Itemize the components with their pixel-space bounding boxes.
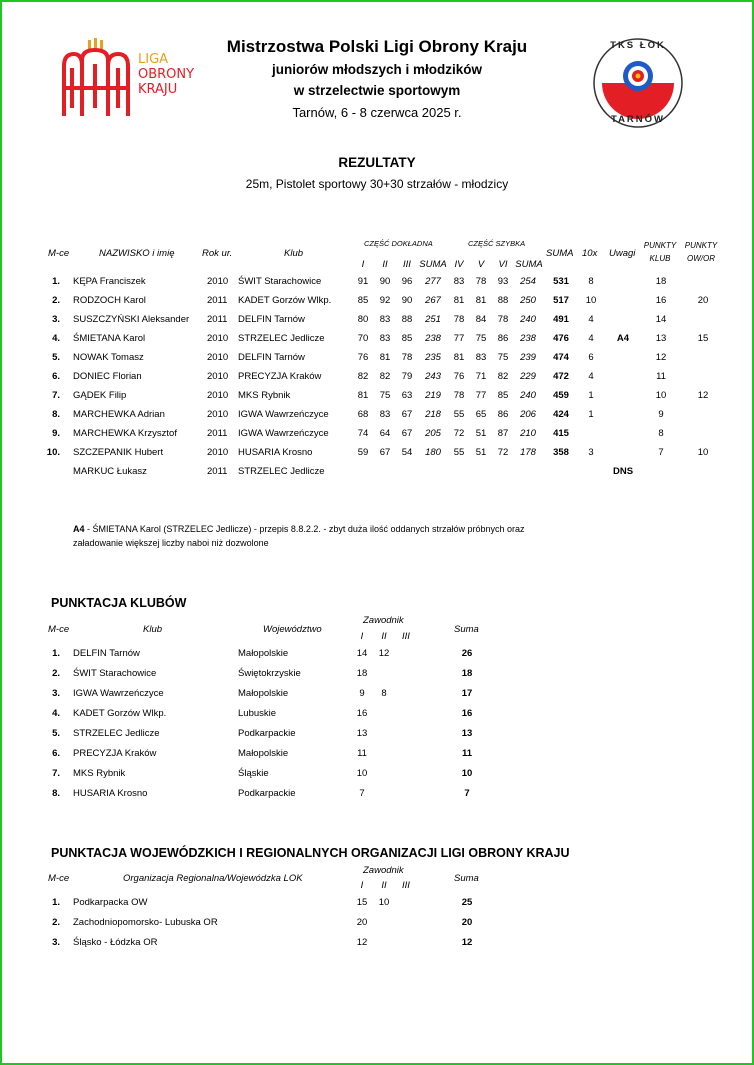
club-row-z1: 13 xyxy=(356,728,368,739)
row-total: 491 xyxy=(553,314,569,325)
clubs-col-club: Klub xyxy=(143,624,163,635)
row-s2: 83 xyxy=(379,333,391,344)
row-s5: 77 xyxy=(475,390,487,401)
org-row-place: 2. xyxy=(52,917,60,928)
club-row-total: 7 xyxy=(464,788,470,799)
row-total: 472 xyxy=(553,371,569,382)
row-s3: 67 xyxy=(401,409,413,420)
col-s5: V xyxy=(477,259,485,270)
row-s1: 81 xyxy=(357,390,369,401)
row-s6: 86 xyxy=(497,333,509,344)
row-name: KĘPA Franciszek xyxy=(73,276,146,287)
row-pkt-owor: 12 xyxy=(697,390,709,401)
row-place: 9. xyxy=(52,428,60,439)
clubs-heading: PUNKTACJA KLUBÓW xyxy=(51,596,187,610)
row-year: 2010 xyxy=(207,447,229,458)
row-pkt-klub: 10 xyxy=(655,390,667,401)
row-name: MARKUC Łukasz xyxy=(73,466,147,477)
club-row-region: Lubuskie xyxy=(238,708,277,719)
row-pkt-klub: 16 xyxy=(655,295,667,306)
row-s3: 96 xyxy=(401,276,413,287)
row-sum1: 251 xyxy=(425,314,441,325)
club-row-z1: 10 xyxy=(356,768,368,779)
orgs-col-z2: II xyxy=(381,880,387,891)
row-10x: 6 xyxy=(588,352,594,363)
remark-text-2: załadowanie większej liczby naboi niż dozwolone xyxy=(73,538,269,548)
row-name: SUSZCZYŃSKI Aleksander xyxy=(73,314,190,325)
row-name: SZCZEPANIK Hubert xyxy=(73,447,164,458)
row-s1: 68 xyxy=(357,409,369,420)
row-name: RODZOCH Karol xyxy=(73,295,146,306)
row-10x: 4 xyxy=(588,333,594,344)
row-sum2: 254 xyxy=(520,276,536,287)
row-s4: 76 xyxy=(453,371,465,382)
club-row-region: Małopolskie xyxy=(238,748,289,759)
row-sum1: 238 xyxy=(425,333,441,344)
club-row-name: DELFIN Tarnów xyxy=(73,648,140,659)
row-club: IGWA Wawrzeńczyce xyxy=(238,428,329,439)
col-club: Klub xyxy=(284,248,304,259)
org-row-z1: 15 xyxy=(356,897,368,908)
row-pkt-owor: 20 xyxy=(697,295,709,306)
row-pkt-klub: 14 xyxy=(655,314,667,325)
row-s6: 93 xyxy=(497,276,509,287)
row-total: 415 xyxy=(553,428,569,439)
org-row-name: Zachodniopomorsko- Lubuska OR xyxy=(73,917,218,928)
logo-text-kraju: KRAJU xyxy=(138,82,178,97)
row-10x: 1 xyxy=(588,390,594,401)
row-place: 5. xyxy=(52,352,60,363)
club-row-place: 1. xyxy=(52,648,60,659)
row-s5: 81 xyxy=(475,295,487,306)
row-s1: 91 xyxy=(357,276,369,287)
row-10x: 4 xyxy=(588,371,594,382)
row-pkt-klub: 7 xyxy=(658,447,664,458)
row-s3: 88 xyxy=(401,314,413,325)
col-precision: CZĘŚĆ DOKŁADNA xyxy=(364,239,433,248)
row-club: ŚWIT Starachowice xyxy=(238,276,322,287)
row-total: 476 xyxy=(553,333,569,344)
row-s4: 77 xyxy=(453,333,465,344)
col-s2: II xyxy=(382,259,388,270)
row-remarks: A4 xyxy=(616,333,630,344)
row-s6: 87 xyxy=(497,428,509,439)
col-rapid: CZĘŚĆ SZYBKA xyxy=(468,239,526,248)
row-s2: 64 xyxy=(379,428,391,439)
row-sum2: 229 xyxy=(520,371,536,382)
club-row-region: Małopolskie xyxy=(238,688,289,699)
row-remarks: DNS xyxy=(612,466,634,477)
col-pkt-owor-1: PUNKTY xyxy=(684,241,718,250)
club-row-place: 8. xyxy=(52,788,60,799)
row-place: 6. xyxy=(52,371,60,382)
row-place: 7. xyxy=(52,390,60,401)
club-row-total: 18 xyxy=(461,668,473,679)
row-s5: 65 xyxy=(475,409,487,420)
col-name: NAZWISKO i imię xyxy=(99,248,175,259)
row-pkt-klub: 11 xyxy=(656,371,666,382)
row-name: MARCHEWKA Adrian xyxy=(73,409,165,420)
row-s2: 82 xyxy=(379,371,391,382)
club-row-place: 2. xyxy=(52,668,60,679)
logo-text-tarnow: TARNÓW xyxy=(610,114,666,125)
clubs-col-z2: II xyxy=(381,631,387,642)
club-row-region: Podkarpackie xyxy=(238,788,296,799)
row-total: 474 xyxy=(553,352,569,363)
club-row-place: 6. xyxy=(52,748,60,759)
row-s1: 82 xyxy=(357,371,369,382)
row-year: 2010 xyxy=(207,390,229,401)
row-s4: 55 xyxy=(453,447,465,458)
row-pkt-owor: 10 xyxy=(697,447,709,458)
row-s3: 78 xyxy=(401,352,413,363)
row-s5: 83 xyxy=(475,352,487,363)
row-s4: 78 xyxy=(453,390,465,401)
row-s4: 81 xyxy=(453,295,465,306)
row-club: KADET Gorzów Wlkp. xyxy=(238,295,332,306)
row-sum1: 205 xyxy=(425,428,441,439)
col-s1: I xyxy=(361,259,365,270)
row-pkt-owor: 15 xyxy=(697,333,709,344)
orgs-col-mce: M-ce xyxy=(48,873,70,884)
row-year: 2011 xyxy=(207,314,228,325)
row-s3: 67 xyxy=(401,428,413,439)
club-row-place: 7. xyxy=(52,768,60,779)
row-year: 2010 xyxy=(207,276,229,287)
results-subheading: 25m, Pistolet sportowy 30+30 strzałów - młodzicy xyxy=(245,177,509,191)
row-s2: 83 xyxy=(379,409,391,420)
club-row-total: 16 xyxy=(461,708,473,719)
logo-text-obrony: OBRONY xyxy=(138,67,195,82)
event-subtitle-2: w strzelectwie sportowym xyxy=(293,83,461,98)
col-pkt-klub-2: KLUB xyxy=(649,254,671,263)
club-row-total: 10 xyxy=(461,768,473,779)
row-place: 10. xyxy=(46,447,60,458)
clubs-col-region: Województwo xyxy=(263,624,322,635)
row-total: 459 xyxy=(553,390,569,401)
club-row-region: Podkarpackie xyxy=(238,728,296,739)
row-sum1: 243 xyxy=(425,371,441,382)
club-row-z1: 11 xyxy=(357,748,367,759)
row-place: 4. xyxy=(52,333,60,344)
clubs-col-z3: III xyxy=(402,631,410,642)
col-s4: IV xyxy=(454,259,464,270)
row-10x: 4 xyxy=(588,314,594,325)
row-sum1: 180 xyxy=(425,447,441,458)
col-year: Rok ur. xyxy=(202,248,233,259)
logo-text-tks: TKS ŁOK xyxy=(610,40,666,51)
row-club: HUSARIA Krosno xyxy=(238,447,313,458)
org-row-name: Podkarpacka OW xyxy=(73,897,148,908)
row-pkt-klub: 12 xyxy=(655,352,667,363)
row-s1: 70 xyxy=(357,333,369,344)
row-s2: 92 xyxy=(379,295,391,306)
row-sum2: 238 xyxy=(520,333,536,344)
club-row-total: 13 xyxy=(461,728,473,739)
club-row-name: MKS Rybnik xyxy=(73,768,126,779)
club-row-z2: 12 xyxy=(378,648,390,659)
clubs-col-z1: I xyxy=(360,631,364,642)
row-name: DONIEC Florian xyxy=(73,371,142,382)
row-10x: 10 xyxy=(585,295,597,306)
orgs-col-suma: Suma xyxy=(454,873,479,884)
row-s4: 83 xyxy=(453,276,465,287)
row-s6: 72 xyxy=(497,447,509,458)
row-pkt-klub: 9 xyxy=(658,409,664,420)
row-place: 3. xyxy=(52,314,60,325)
row-s5: 84 xyxy=(475,314,487,325)
col-suma1: SUMA xyxy=(419,259,447,270)
row-s1: 85 xyxy=(357,295,369,306)
orgs-col-z1: I xyxy=(360,880,364,891)
club-row-z1: 9 xyxy=(359,688,365,699)
club-row-place: 4. xyxy=(52,708,60,719)
club-row-z1: 7 xyxy=(359,788,365,799)
org-row-total: 12 xyxy=(461,937,473,948)
row-name: ŚMIETANA Karol xyxy=(73,333,146,344)
clubs-col-zawodnik: Zawodnik xyxy=(363,615,404,626)
club-row-total: 26 xyxy=(461,648,473,659)
row-s5: 51 xyxy=(475,428,487,439)
row-place: 2. xyxy=(52,295,60,306)
club-row-z1: 16 xyxy=(356,708,368,719)
col-pkt-owor-2: OW/OR xyxy=(687,254,715,263)
row-pkt-klub: 13 xyxy=(655,333,667,344)
row-s6: 88 xyxy=(497,295,509,306)
orgs-heading: PUNKTACJA WOJEWÓDZKICH I REGIONALNYCH ORGANIZACJI LIGI OBRONY KRAJU xyxy=(51,846,570,860)
row-sum2: 239 xyxy=(520,352,536,363)
row-year: 2011 xyxy=(207,295,228,306)
row-s6: 75 xyxy=(497,352,509,363)
club-row-name: HUSARIA Krosno xyxy=(73,788,148,799)
row-total: 424 xyxy=(553,409,569,420)
org-row-place: 3. xyxy=(52,937,60,948)
club-row-name: IGWA Wawrzeńczyce xyxy=(73,688,164,699)
row-year: 2010 xyxy=(207,371,229,382)
col-s3: III xyxy=(403,259,411,270)
remark-note xyxy=(73,524,525,534)
col-s6: VI xyxy=(498,259,508,270)
row-s1: 76 xyxy=(357,352,369,363)
row-total: 358 xyxy=(553,447,569,458)
club-row-region: Śląskie xyxy=(238,768,269,779)
row-s4: 78 xyxy=(453,314,465,325)
club-row-place: 3. xyxy=(52,688,60,699)
row-s3: 85 xyxy=(401,333,413,344)
row-s5: 78 xyxy=(475,276,487,287)
row-s1: 74 xyxy=(357,428,369,439)
orgs-col-z3: III xyxy=(402,880,410,891)
club-row-name: KADET Gorzów Wlkp. xyxy=(73,708,167,719)
row-club: MKS Rybnik xyxy=(238,390,291,401)
event-date-place: Tarnów, 6 - 8 czerwca 2025 r. xyxy=(292,105,462,120)
row-10x: 1 xyxy=(588,409,594,420)
row-club: DELFIN Tarnów xyxy=(238,352,305,363)
row-s5: 75 xyxy=(475,333,487,344)
row-sum1: 218 xyxy=(425,409,441,420)
row-s6: 85 xyxy=(497,390,509,401)
remark-code: A4 xyxy=(73,524,85,534)
row-name: GĄDEK Filip xyxy=(73,390,127,401)
club-row-total: 17 xyxy=(461,688,473,699)
row-year: 2010 xyxy=(207,409,229,420)
row-s2: 83 xyxy=(379,314,391,325)
row-s1: 59 xyxy=(357,447,369,458)
club-row-z2: 8 xyxy=(381,688,387,699)
row-s4: 55 xyxy=(453,409,465,420)
row-total: 531 xyxy=(553,276,569,287)
row-s3: 63 xyxy=(401,390,413,401)
row-s3: 90 xyxy=(401,295,413,306)
col-10x: 10x xyxy=(582,248,598,259)
org-row-name: Śląsko - Łódzka OR xyxy=(73,937,158,948)
row-s3: 79 xyxy=(401,371,413,382)
row-10x: 8 xyxy=(588,276,594,287)
row-club: STRZELEC Jedlicze xyxy=(238,333,325,344)
row-name: MARCHEWKA Krzysztof xyxy=(73,428,177,439)
event-title: Mistrzostwa Polski Ligi Obrony Kraju xyxy=(226,37,528,56)
row-s4: 72 xyxy=(453,428,465,439)
club-row-place: 5. xyxy=(52,728,60,739)
row-total: 517 xyxy=(553,295,569,306)
club-row-region: Świętokrzyskie xyxy=(238,668,301,679)
logo-text-liga: LIGA xyxy=(138,52,169,67)
org-row-total: 20 xyxy=(461,917,473,928)
row-club: PRECYZJA Kraków xyxy=(238,371,322,382)
row-sum1: 235 xyxy=(425,352,441,363)
row-s6: 86 xyxy=(497,409,509,420)
row-sum2: 250 xyxy=(520,295,536,306)
org-row-z2: 10 xyxy=(378,897,390,908)
remark-text-1: - ŚMIETANA Karol (STRZELEC Jedlicze) - przepis 8.8.2.2. - zbyt duża ilość oddanych strzałów próbnych oraz xyxy=(84,524,525,534)
row-year: 2011 xyxy=(207,428,228,439)
row-club: IGWA Wawrzeńczyce xyxy=(238,409,329,420)
row-s3: 54 xyxy=(401,447,413,458)
orgs-col-org: Organizacja Regionalna/Wojewódzka LOK xyxy=(123,873,303,884)
row-sum2: 210 xyxy=(520,428,536,439)
row-s6: 82 xyxy=(497,371,509,382)
row-name: NOWAK Tomasz xyxy=(73,352,144,363)
row-sum1: 277 xyxy=(425,276,441,287)
row-s2: 81 xyxy=(379,352,391,363)
club-row-z1: 18 xyxy=(356,668,368,679)
row-s1: 80 xyxy=(357,314,369,325)
row-club: DELFIN Tarnów xyxy=(238,314,305,325)
row-s2: 90 xyxy=(379,276,391,287)
col-suma: SUMA xyxy=(546,248,574,259)
clubs-col-suma: Suma xyxy=(454,624,479,635)
row-10x: 3 xyxy=(588,447,594,458)
row-year: 2010 xyxy=(207,333,229,344)
row-sum2: 178 xyxy=(520,447,536,458)
clubs-col-mce: M-ce xyxy=(48,624,70,635)
results-heading: REZULTATY xyxy=(338,155,416,170)
orgs-col-zawodnik: Zawodnik xyxy=(363,865,404,876)
col-uwagi: Uwagi xyxy=(609,248,636,259)
row-sum2: 206 xyxy=(520,409,536,420)
club-row-name: PRECYZJA Kraków xyxy=(73,748,157,759)
row-year: 2010 xyxy=(207,352,229,363)
row-club: STRZELEC Jedlicze xyxy=(238,466,325,477)
club-row-total: 11 xyxy=(461,748,473,759)
row-pkt-klub: 18 xyxy=(655,276,667,287)
row-pkt-klub: 8 xyxy=(658,428,664,439)
org-row-total: 25 xyxy=(461,897,473,908)
row-year: 2011 xyxy=(207,466,228,477)
club-row-region: Małopolskie xyxy=(238,648,289,659)
org-row-place: 1. xyxy=(52,897,60,908)
col-suma2: SUMA xyxy=(515,259,543,270)
row-sum1: 267 xyxy=(425,295,441,306)
row-sum2: 240 xyxy=(520,390,536,401)
row-place: 8. xyxy=(52,409,60,420)
org-row-z1: 20 xyxy=(356,917,368,928)
col-mce: M-ce xyxy=(48,248,70,259)
row-s2: 75 xyxy=(379,390,391,401)
row-s5: 71 xyxy=(475,371,487,382)
event-subtitle-1: juniorów młodszych i młodzików xyxy=(271,62,482,77)
club-row-name: ŚWIT Starachowice xyxy=(73,668,157,679)
club-row-z1: 14 xyxy=(356,648,368,659)
col-pkt-klub-1: PUNKTY xyxy=(643,241,677,250)
org-row-z1: 12 xyxy=(356,937,368,948)
row-s5: 51 xyxy=(475,447,487,458)
row-sum1: 219 xyxy=(425,390,441,401)
row-s4: 81 xyxy=(453,352,465,363)
row-s6: 78 xyxy=(497,314,509,325)
row-sum2: 240 xyxy=(520,314,536,325)
row-place: 1. xyxy=(52,276,60,287)
row-s2: 67 xyxy=(379,447,391,458)
club-row-name: STRZELEC Jedlicze xyxy=(73,728,160,739)
